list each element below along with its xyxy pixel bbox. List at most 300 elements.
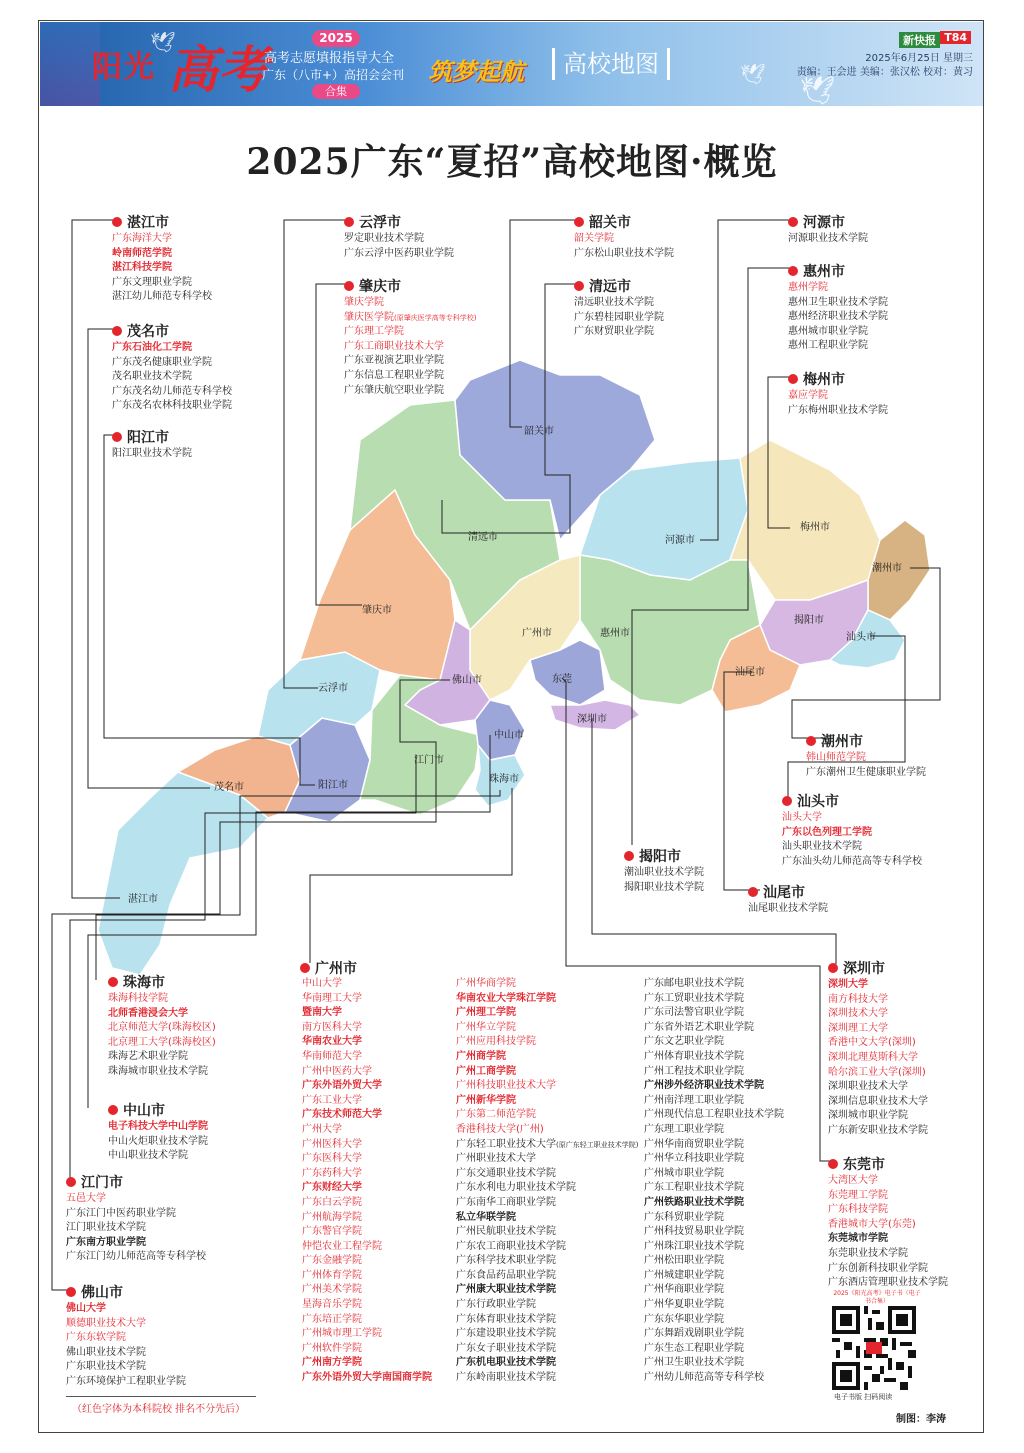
school-name (66, 1192, 206, 1207)
city-block-jieyang (624, 846, 704, 895)
school-name (302, 1079, 432, 1094)
school-label: 广东石油化工学院 (112, 342, 192, 353)
school-name (344, 354, 476, 369)
school-name (574, 232, 674, 247)
school-label: 东莞理工学院 (828, 1189, 888, 1201)
school-label: 广州华立学院 (456, 1021, 516, 1033)
school-name (644, 1006, 784, 1021)
school-label: 湛江科技学院 (112, 262, 172, 274)
location-dot-icon (828, 963, 838, 973)
city-block-heyuan (788, 212, 868, 247)
school-name (788, 296, 888, 311)
school-label: 广东农工商职业技术学院 (456, 1240, 566, 1252)
school-name (112, 370, 232, 385)
school-label: 广州体育职业技术学院 (644, 1050, 744, 1062)
school-label: 香港中文大学(深圳) (828, 1037, 916, 1049)
school-label: 广东松山职业技术学院 (574, 247, 674, 259)
school-name (456, 1196, 638, 1211)
school-name (302, 1225, 432, 1240)
school-label: 深圳职业技术大学 (828, 1081, 908, 1093)
school-name (644, 1283, 784, 1298)
school-label: 广州工商学院 (456, 1065, 516, 1077)
school-name (788, 310, 888, 325)
school-label: 潮汕职业技术学院 (624, 867, 704, 878)
school-name (302, 977, 432, 992)
color-note: （红色字体为本科院校 排名不分先后） (72, 1404, 246, 1415)
school-name (112, 290, 212, 305)
school-name (66, 1236, 206, 1251)
map-label-shenzhen: 深圳市 (577, 714, 607, 725)
brand-gaokao: 高考 (168, 40, 268, 99)
school-name (828, 1218, 948, 1233)
city-block-maoming (112, 321, 232, 414)
school-label: 广州航海学院 (302, 1211, 362, 1223)
city-name-shanwei: 汕尾市 (756, 882, 828, 902)
school-label: 广东生态工程职业学院 (644, 1342, 744, 1354)
school-label: 广东海洋大学 (112, 233, 172, 244)
school-name (644, 1108, 784, 1123)
city-name-yangjiang: 阳江市 (120, 427, 192, 447)
location-dot-icon (344, 217, 354, 227)
city-block-shantou (782, 791, 922, 869)
school-name (828, 1189, 948, 1204)
school-label: 深圳理工大学 (828, 1022, 888, 1034)
map-label-shantou: 汕头市 (846, 632, 876, 643)
school-name (748, 902, 828, 917)
school-name (302, 1065, 432, 1080)
school-name (302, 1269, 432, 1284)
map-label-zhuhai: 珠海市 (489, 774, 519, 785)
school-name (302, 1152, 432, 1167)
school-name (302, 992, 432, 1007)
school-name (828, 978, 928, 993)
school-name (828, 1051, 928, 1066)
school-label: 广东科贸职业学院 (644, 1211, 724, 1223)
school-label: 肇庆学院 (344, 297, 384, 308)
school-label: 广东肇庆航空职业学院 (344, 384, 444, 396)
city-name-shantou: 汕头市 (790, 791, 922, 811)
school-label: 广东东华职业学院 (644, 1313, 724, 1325)
school-name (456, 1313, 638, 1328)
city-block-foshan (66, 1282, 186, 1390)
school-name (456, 1021, 638, 1036)
school-label: 广东药科大学 (302, 1167, 362, 1179)
school-name (456, 1167, 638, 1182)
school-name (108, 1007, 216, 1022)
city-name-chaozhou: 潮州市 (814, 731, 926, 751)
school-label: 汕头职业技术学院 (782, 841, 862, 853)
guangzhou-column-1 (302, 977, 432, 1386)
school-name (456, 1254, 638, 1269)
school-name (788, 339, 888, 354)
school-name (456, 1108, 638, 1123)
school-label: 广东创新科技职业学院 (828, 1262, 928, 1274)
school-name (644, 1342, 784, 1357)
school-name (302, 1327, 432, 1342)
city-name-zhongshan: 中山市 (116, 1100, 208, 1120)
school-label: 广东理工学院 (344, 326, 404, 338)
school-name (302, 1298, 432, 1313)
school-label: 深圳城市职业学院 (828, 1110, 908, 1122)
map-label-qingyuan: 清远市 (468, 532, 498, 543)
school-label: 广州华商职业学院 (644, 1284, 724, 1296)
school-label: 广东亚视演艺职业学院 (344, 355, 444, 367)
school-name (644, 1152, 784, 1167)
school-label: 广州城市理工学院 (302, 1328, 382, 1340)
school-name (828, 1007, 928, 1022)
school-label: 广东江门幼儿师范高等专科学校 (66, 1251, 206, 1263)
school-label: 广东工商职业技术大学 (344, 340, 444, 352)
location-dot-icon (788, 217, 798, 227)
map-label-dongguan: 东莞 (552, 674, 572, 685)
issue-date: 2025年6月25日 星期三 (865, 53, 973, 64)
school-name (456, 1035, 638, 1050)
city-name-jiangmen: 江门市 (74, 1172, 206, 1192)
school-name (456, 1181, 638, 1196)
school-name (624, 881, 704, 896)
city-block-shanwei (748, 882, 828, 917)
school-name (344, 296, 476, 311)
school-name (456, 1065, 638, 1080)
school-label: 中山火炬职业技术学院 (108, 1135, 208, 1147)
school-label: 广东财贸职业学院 (574, 326, 654, 338)
school-name (828, 1247, 948, 1262)
school-label: 广东警官学院 (302, 1226, 362, 1238)
city-name-zhaoqing: 肇庆市 (352, 276, 476, 296)
school-label: 广东文艺职业学院 (644, 1036, 724, 1048)
school-name (644, 1211, 784, 1226)
school-label: 广东江门中医药职业学院 (66, 1207, 176, 1219)
school-name (66, 1302, 186, 1317)
header-subtitle-2: 广东（八市+）高招会会刊 (262, 68, 405, 82)
school-name (828, 1109, 928, 1124)
school-label: 私立华联学院 (456, 1211, 516, 1223)
school-label: 广东茂名幼儿师范专科学校 (112, 385, 232, 397)
school-name (108, 992, 216, 1007)
school-name (456, 992, 638, 1007)
location-dot-icon (66, 1177, 76, 1187)
school-name (644, 1225, 784, 1240)
school-name (644, 1167, 784, 1182)
school-name (644, 1254, 784, 1269)
school-label: 惠州城市职业学院 (788, 325, 868, 337)
school-label: 南方科技大学 (828, 993, 888, 1005)
qr-caption: 2025《阳光高考》电子书（电子书合集） (833, 1290, 921, 1305)
city-block-zhuhai (108, 972, 216, 1080)
city-name-zhanjiang: 湛江市 (120, 212, 212, 232)
school-label: 广东白云学院 (302, 1196, 362, 1208)
location-dot-icon (108, 977, 118, 987)
school-name (302, 1254, 432, 1269)
school-label: 广东以色列理工学院 (782, 826, 872, 838)
location-dot-icon (782, 796, 792, 806)
school-name (644, 1269, 784, 1284)
map-label-jiangmen: 江门市 (414, 755, 444, 766)
location-dot-icon (112, 432, 122, 442)
school-label: 广东科技学院 (828, 1204, 888, 1216)
school-label: 广东邮电职业技术学院 (644, 978, 744, 989)
school-name (456, 1371, 638, 1386)
school-label: 广东女子职业技术学院 (456, 1342, 556, 1354)
school-name (828, 993, 928, 1008)
school-name (112, 447, 192, 462)
year-badge: 2025 (312, 30, 360, 47)
school-name (302, 1240, 432, 1255)
city-name-guangzhou: 广州市 (308, 958, 357, 978)
school-label: 肇庆医学院 (344, 311, 394, 323)
school-label: 广州华商学院 (456, 978, 516, 989)
school-label: 香港科技大学(广州) (456, 1123, 544, 1135)
school-label: 香港城市大学(东莞) (828, 1218, 916, 1230)
school-label: 广州南洋理工职业学院 (644, 1094, 744, 1106)
city-name-zhuhai: 珠海市 (116, 972, 216, 992)
region-zhanjiang (98, 772, 268, 975)
school-label: 中山职业技术学院 (108, 1150, 188, 1162)
school-name (644, 1050, 784, 1065)
city-name-shaoguan: 韶关市 (582, 212, 674, 232)
school-name (644, 1065, 784, 1080)
school-name (66, 1207, 206, 1222)
school-name (456, 1327, 638, 1342)
school-label: 哈尔滨工业大学(深圳) (828, 1066, 926, 1078)
school-label: 东莞职业技术学院 (828, 1247, 908, 1259)
school-label: 广东交通职业技术学院 (456, 1167, 556, 1179)
school-label: 广州体育学院 (302, 1269, 362, 1281)
school-label: 暨南大学 (302, 1007, 342, 1019)
location-dot-icon (574, 217, 584, 227)
school-name (828, 1080, 928, 1095)
school-label: 广东工贸职业技术学院 (644, 992, 744, 1004)
location-dot-icon (108, 1105, 118, 1115)
school-label: 广东工业大学 (302, 1094, 362, 1106)
school-label: 阳江职业技术学院 (112, 448, 192, 459)
school-name (66, 1331, 186, 1346)
school-name (574, 247, 674, 262)
city-name-shenzhen: 深圳市 (836, 958, 928, 978)
school-label: 仲恺农业工程学院 (302, 1240, 382, 1252)
school-name (302, 1371, 432, 1386)
school-name (456, 1211, 638, 1226)
school-name (806, 766, 926, 781)
bird-icon: 🕊 (800, 74, 836, 106)
map-label-yangjiang: 阳江市 (318, 780, 348, 791)
location-dot-icon (788, 374, 798, 384)
school-name (456, 1079, 638, 1094)
school-label: 广州松田职业学院 (644, 1255, 724, 1267)
school-name (112, 276, 212, 291)
school-label: 广州康大职业技术学院 (456, 1284, 556, 1296)
school-label: 广州珠江职业技术学院 (644, 1240, 744, 1252)
city-name-yunfu: 云浮市 (352, 212, 454, 232)
school-name (108, 1021, 216, 1036)
school-label: 广东食品药品职业学院 (456, 1269, 556, 1281)
school-label: 广州职业技术大学 (456, 1153, 536, 1165)
map-label-guangzhou: 广州市 (522, 628, 552, 639)
school-label: 广东南方职业学院 (66, 1236, 146, 1248)
school-label: 华南理工大学 (302, 992, 362, 1004)
brand-yangguang: 阳光 (92, 50, 156, 85)
school-label: 深圳信息职业技术大学 (828, 1095, 928, 1107)
header-subtitle-1: 高考志愿填报指导大全 (264, 51, 395, 66)
map-label-maoming: 茂名市 (214, 782, 244, 793)
school-label: 广东技术师范大学 (302, 1109, 382, 1121)
map-label-huizhou: 惠州市 (600, 628, 630, 639)
school-label: 珠海艺术职业学院 (108, 1051, 188, 1063)
city-block-yangjiang (112, 427, 192, 462)
school-name (456, 1298, 638, 1313)
school-name (644, 992, 784, 1007)
school-name (66, 1360, 186, 1375)
school-label: 汕头大学 (782, 812, 822, 823)
school-label: 东莞城市学院 (828, 1233, 888, 1245)
school-name (644, 1094, 784, 1109)
school-label: 深圳技术大学 (828, 1008, 888, 1020)
school-label: 广东培正学院 (302, 1313, 362, 1325)
map-maker-credit: 制图：李涛 (896, 1414, 946, 1425)
school-label: 湛江幼儿师范专科学校 (112, 291, 212, 303)
map-label-meizhou: 梅州市 (800, 522, 830, 533)
school-name (828, 1174, 948, 1189)
location-dot-icon (300, 963, 310, 973)
school-name (66, 1221, 206, 1236)
school-name (828, 1203, 948, 1218)
school-note: (原广东轻工职业技术学院) (556, 1140, 639, 1149)
school-name (344, 325, 476, 340)
school-name (828, 1036, 928, 1051)
school-name (644, 1371, 784, 1386)
city-block-meizhou (788, 369, 888, 418)
school-name (644, 977, 784, 992)
city-name-dongguan: 东莞市 (836, 1154, 948, 1174)
school-name (806, 751, 926, 766)
school-label: 顺德职业技术大学 (66, 1317, 146, 1329)
school-name (644, 1021, 784, 1036)
school-label: 电子科技大学中山学院 (108, 1121, 208, 1132)
school-label: 罗定职业技术学院 (344, 233, 424, 244)
school-name (456, 1356, 638, 1371)
heji-badge: 合集 (312, 84, 360, 99)
school-label: 广州商学院 (456, 1050, 506, 1062)
school-name (788, 325, 888, 340)
school-name (112, 356, 232, 371)
school-label: 珠海科技学院 (108, 993, 168, 1004)
school-name (302, 1123, 432, 1138)
school-label: 广州新华学院 (456, 1094, 516, 1106)
school-name (302, 1313, 432, 1328)
school-name (782, 826, 922, 841)
school-label: 广东财经大学 (302, 1182, 362, 1194)
map-label-jieyang: 揭阳市 (794, 615, 824, 626)
school-label: 广东碧桂园职业学院 (574, 311, 664, 323)
school-label: 华南农业大学 (302, 1036, 362, 1048)
school-label: 广州美术学院 (302, 1284, 362, 1296)
city-block-chaozhou (806, 731, 926, 780)
school-label: 广州中医药大学 (302, 1065, 372, 1077)
school-name (644, 1240, 784, 1255)
school-label: 广东云浮中医药职业学院 (344, 247, 454, 259)
school-label: 广州卫生职业技术学院 (644, 1357, 744, 1369)
school-label: 广东机电职业技术学院 (456, 1357, 556, 1369)
school-label: 广州涉外经济职业技术学院 (644, 1080, 764, 1092)
school-name (302, 1181, 432, 1196)
school-name (456, 1094, 638, 1109)
school-name (344, 340, 476, 355)
school-note: (原肇庆医学高等专科学校) (394, 313, 477, 322)
page-title: 2025广东“夏招”高校地图·概览 (246, 141, 778, 183)
school-label: 南方医科大学 (302, 1021, 362, 1033)
school-name (108, 1065, 216, 1080)
school-label: 广州华夏职业学院 (644, 1299, 724, 1311)
school-label: 佛山大学 (66, 1303, 106, 1314)
school-name (112, 261, 212, 276)
school-name (456, 1123, 638, 1138)
map-label-zhanjiang: 湛江市 (128, 894, 158, 905)
school-name (302, 1138, 432, 1153)
qr-code-icon[interactable] (832, 1306, 916, 1390)
school-name (828, 1276, 948, 1291)
school-label: 广州华南商贸职业学院 (644, 1138, 744, 1150)
school-label: 广州大学 (302, 1123, 342, 1135)
school-label: 北师香港浸会大学 (108, 1007, 188, 1019)
location-dot-icon (828, 1159, 838, 1169)
editors-credit: 责编：王会进 美编：张汉松 校对：黄习 (796, 67, 973, 78)
school-name (828, 1232, 948, 1247)
school-name (644, 1138, 784, 1153)
newspaper-brand: 新快报 (899, 32, 940, 48)
school-label: 深圳大学 (828, 979, 868, 990)
school-name (344, 384, 476, 399)
school-name (302, 1211, 432, 1226)
school-name (302, 1283, 432, 1298)
school-name (624, 866, 704, 881)
school-label: 广东酒店管理职业技术学院 (828, 1277, 948, 1289)
school-name (108, 1149, 208, 1164)
location-dot-icon (788, 266, 798, 276)
school-label: 茂名职业技术学院 (112, 371, 192, 383)
school-label: 广东新安职业技术学院 (828, 1124, 928, 1136)
school-name (66, 1346, 186, 1361)
school-label: 广州华立科技职业学院 (644, 1153, 744, 1165)
location-dot-icon (344, 281, 354, 291)
school-name (344, 247, 454, 262)
school-label: 河源职业技术学院 (788, 233, 868, 244)
school-name (574, 296, 664, 311)
school-name (456, 1269, 638, 1284)
city-name-huizhou: 惠州市 (796, 261, 888, 281)
city-name-meizhou: 梅州市 (796, 369, 888, 389)
school-name (302, 1108, 432, 1123)
location-dot-icon (112, 326, 122, 336)
school-name (644, 1327, 784, 1342)
school-name (66, 1375, 186, 1390)
school-name (66, 1250, 206, 1265)
school-name (828, 1066, 928, 1081)
school-label: 华南农业大学珠江学院 (456, 992, 556, 1004)
school-label: 广东茂名健康职业学院 (112, 356, 212, 368)
map-label-zhongshan: 中山市 (494, 730, 524, 741)
school-label: 广州城市职业学院 (644, 1167, 724, 1179)
school-label: 韶关学院 (574, 233, 614, 244)
school-name (456, 1006, 638, 1021)
school-label: 广州软件学院 (302, 1342, 362, 1354)
school-label: 韩山师范学院 (806, 752, 866, 763)
school-label: 广东理工职业学院 (644, 1123, 724, 1135)
location-dot-icon (112, 217, 122, 227)
city-block-huizhou (788, 261, 888, 354)
school-label: 江门职业技术学院 (66, 1222, 146, 1234)
city-name-qingyuan: 清远市 (582, 276, 664, 296)
school-name (828, 1022, 928, 1037)
